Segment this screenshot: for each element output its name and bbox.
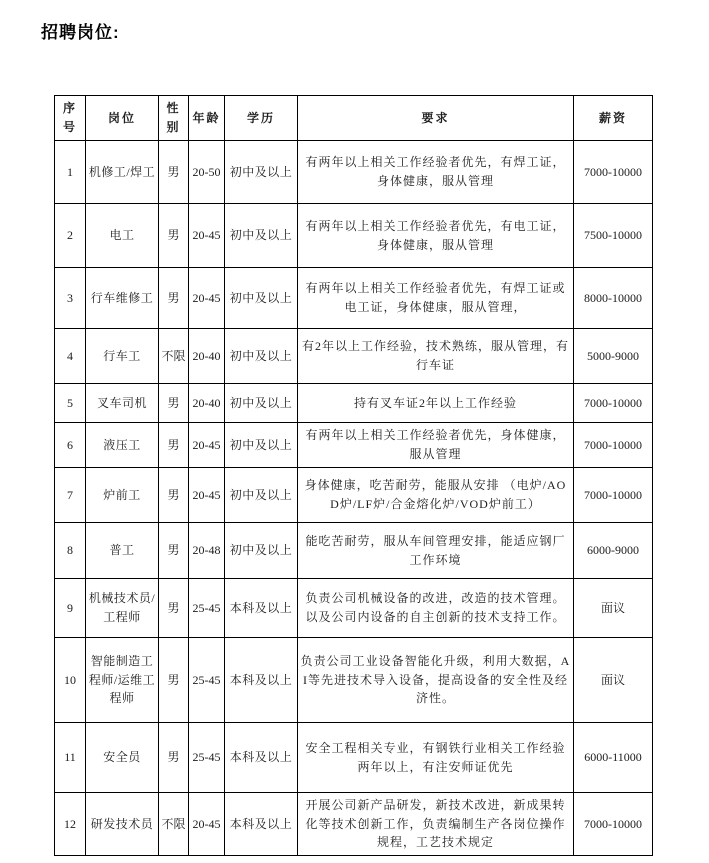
col-header-no: 序号 — [55, 96, 86, 141]
cell-gender: 男 — [159, 638, 189, 723]
cell-gender: 男 — [159, 468, 189, 523]
cell-education: 初中及以上 — [225, 141, 298, 204]
cell-gender: 男 — [159, 423, 189, 468]
cell-gender: 男 — [159, 579, 189, 638]
cell-gender: 不限 — [159, 329, 189, 384]
cell-salary: 面议 — [574, 638, 653, 723]
table-row — [55, 723, 653, 793]
cell-no: 2 — [55, 204, 86, 268]
cell-no: 9 — [55, 579, 86, 638]
cell-salary: 6000-9000 — [574, 523, 653, 579]
cell-salary: 7000-10000 — [574, 384, 653, 423]
table-row — [55, 384, 653, 423]
cell-salary: 6000-11000 — [574, 723, 653, 793]
cell-education: 初中及以上 — [225, 523, 298, 579]
cell-requirements: 有两年以上相关工作经验者优先，有电工证，身体健康，服从管理 — [298, 204, 574, 268]
cell-education: 初中及以上 — [225, 468, 298, 523]
col-header-requirements: 要求 — [298, 96, 574, 141]
col-header-education: 学历 — [225, 96, 298, 141]
cell-education: 初中及以上 — [225, 268, 298, 329]
cell-salary: 7500-10000 — [574, 204, 653, 268]
cell-requirements: 持有叉车证2年以上工作经验 — [298, 384, 574, 423]
cell-requirements: 有两年以上相关工作经验者优先，有焊工证，身体健康，服从管理 — [298, 141, 574, 204]
cell-education: 本科及以上 — [225, 793, 298, 856]
cell-no: 5 — [55, 384, 86, 423]
table-row — [55, 423, 653, 468]
cell-requirements: 有2年以上工作经验，技术熟练，服从管理，有行车证 — [298, 329, 574, 384]
cell-age: 20-48 — [189, 523, 225, 579]
cell-no: 7 — [55, 468, 86, 523]
cell-position: 安全员 — [86, 723, 159, 793]
cell-requirements: 开展公司新产品研发，新技术改进，新成果转化等技术创新工作，负责编制生产各岗位操作规程，工艺技术规定 — [298, 793, 574, 856]
table-header-row — [55, 96, 653, 141]
table-row — [55, 793, 653, 856]
cell-position: 电工 — [86, 204, 159, 268]
cell-gender: 男 — [159, 141, 189, 204]
cell-education: 初中及以上 — [225, 384, 298, 423]
cell-age: 20-50 — [189, 141, 225, 204]
cell-salary: 7000-10000 — [574, 468, 653, 523]
cell-requirements: 身体健康，吃苦耐劳，能服从安排 （电炉/AOD炉/LF炉/合金熔化炉/VOD炉前工） — [298, 468, 574, 523]
job-table — [54, 95, 653, 856]
table-row — [55, 638, 653, 723]
cell-salary: 5000-9000 — [574, 329, 653, 384]
cell-position: 行车工 — [86, 329, 159, 384]
cell-salary: 7000-10000 — [574, 141, 653, 204]
cell-position: 炉前工 — [86, 468, 159, 523]
cell-requirements: 有两年以上相关工作经验者优先，身体健康，服从管理 — [298, 423, 574, 468]
col-header-gender: 性别 — [159, 96, 189, 141]
table-row — [55, 468, 653, 523]
cell-requirements: 负责公司工业设备智能化升级，利用大数据，AI等先进技术导入设备，提高设备的安全性及经济性。 — [298, 638, 574, 723]
cell-position: 研发技术员 — [86, 793, 159, 856]
cell-salary: 7000-10000 — [574, 423, 653, 468]
cell-gender: 不限 — [159, 793, 189, 856]
cell-age: 25-45 — [189, 638, 225, 723]
cell-age: 20-45 — [189, 468, 225, 523]
cell-no: 11 — [55, 723, 86, 793]
cell-requirements: 能吃苦耐劳，服从车间管理安排，能适应钢厂工作环境 — [298, 523, 574, 579]
cell-no: 8 — [55, 523, 86, 579]
cell-requirements: 有两年以上相关工作经验者优先，有焊工证或电工证，身体健康，服从管理， — [298, 268, 574, 329]
cell-gender: 男 — [159, 204, 189, 268]
cell-age: 20-45 — [189, 204, 225, 268]
table-row — [55, 579, 653, 638]
cell-no: 6 — [55, 423, 86, 468]
cell-education: 本科及以上 — [225, 723, 298, 793]
cell-requirements: 安全工程相关专业，有钢铁行业相关工作经验两年以上，有注安师证优先 — [298, 723, 574, 793]
cell-position: 智能制造工程师/运维工程师 — [86, 638, 159, 723]
table-row — [55, 523, 653, 579]
cell-age: 25-45 — [189, 723, 225, 793]
table-row — [55, 268, 653, 329]
cell-gender: 男 — [159, 268, 189, 329]
cell-education: 本科及以上 — [225, 638, 298, 723]
cell-salary: 面议 — [574, 579, 653, 638]
cell-position: 普工 — [86, 523, 159, 579]
page-title: 招聘岗位: — [41, 23, 120, 42]
cell-education: 初中及以上 — [225, 423, 298, 468]
cell-gender: 男 — [159, 384, 189, 423]
cell-salary: 7000-10000 — [574, 793, 653, 856]
cell-no: 10 — [55, 638, 86, 723]
col-header-age: 年龄 — [189, 96, 225, 141]
cell-no: 1 — [55, 141, 86, 204]
table-row — [55, 204, 653, 268]
table-row — [55, 141, 653, 204]
cell-age: 20-40 — [189, 384, 225, 423]
cell-no: 4 — [55, 329, 86, 384]
cell-age: 20-45 — [189, 423, 225, 468]
cell-age: 20-45 — [189, 268, 225, 329]
cell-position: 叉车司机 — [86, 384, 159, 423]
cell-no: 12 — [55, 793, 86, 856]
cell-age: 20-40 — [189, 329, 225, 384]
cell-position: 机械技术员/工程师 — [86, 579, 159, 638]
col-header-salary: 薪资 — [574, 96, 653, 141]
cell-position: 液压工 — [86, 423, 159, 468]
cell-age: 25-45 — [189, 579, 225, 638]
cell-age: 20-45 — [189, 793, 225, 856]
cell-position: 机修工/焊工 — [86, 141, 159, 204]
cell-salary: 8000-10000 — [574, 268, 653, 329]
cell-no: 3 — [55, 268, 86, 329]
cell-gender: 男 — [159, 723, 189, 793]
cell-position: 行车维修工 — [86, 268, 159, 329]
cell-education: 本科及以上 — [225, 579, 298, 638]
cell-gender: 男 — [159, 523, 189, 579]
cell-education: 初中及以上 — [225, 204, 298, 268]
cell-education: 初中及以上 — [225, 329, 298, 384]
cell-requirements: 负责公司机械设备的改进，改造的技术管理。以及公司内设备的自主创新的技术支持工作。 — [298, 579, 574, 638]
table-row — [55, 329, 653, 384]
col-header-position: 岗位 — [86, 96, 159, 141]
